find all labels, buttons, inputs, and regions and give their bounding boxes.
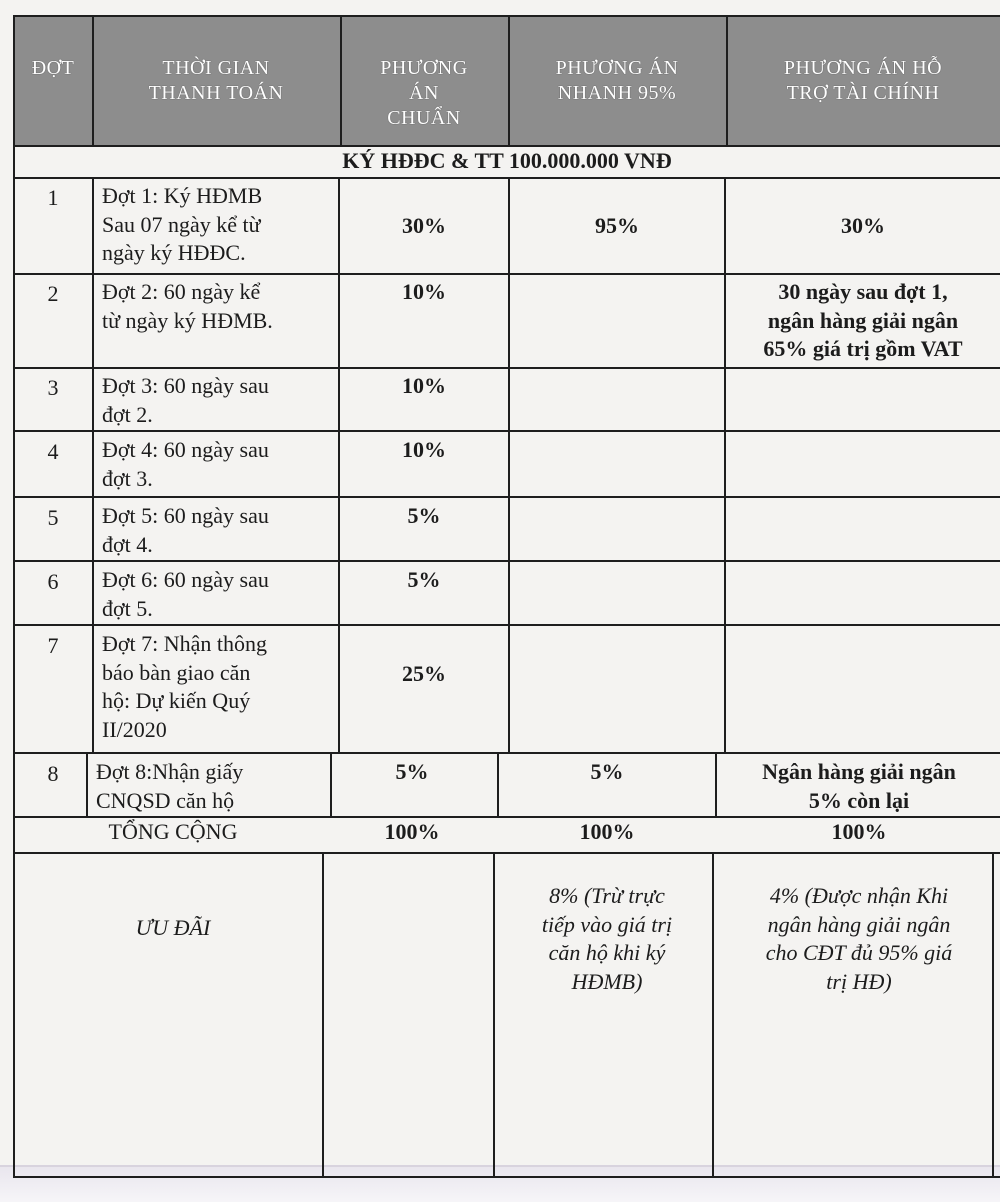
- header-standard: PHƯƠNG ÁN CHUẨN: [340, 16, 508, 146]
- grid-h-bottom: [14, 1176, 1000, 1178]
- grid-h-row1: [14, 273, 1000, 275]
- total-standard: 100%: [384, 819, 440, 844]
- grid-h-row8: [14, 816, 1000, 818]
- grid-v-incentive-4: [992, 852, 994, 1178]
- row-2-standard: 10%: [402, 279, 446, 304]
- grid-v-header-1: [92, 15, 94, 146]
- row-5-no: 5: [47, 505, 59, 530]
- row-6-standard: 5%: [407, 567, 441, 592]
- row-3-standard: 10%: [402, 373, 446, 398]
- row-2-fast: [508, 276, 726, 366]
- row-8-support: Ngân hàng giải ngân 5% còn lại: [762, 759, 956, 813]
- grid-h-row2: [14, 367, 1000, 369]
- deposit-row: KÝ HĐĐC & TT 100.000.000 VNĐ: [342, 147, 672, 173]
- grid-v-incentive-1: [322, 852, 324, 1178]
- header-dot: ĐỢT: [14, 16, 92, 146]
- grid-v-4: [724, 178, 726, 753]
- grid-h-deposit: [14, 177, 1000, 179]
- grid-left: [13, 15, 15, 1178]
- row-6-no: 6: [47, 569, 59, 594]
- row-1-no: 1: [47, 185, 59, 210]
- grid-h-row3: [14, 430, 1000, 432]
- grid-h-header: [14, 145, 1000, 147]
- row-8-standard: 5%: [395, 759, 429, 784]
- grid-h-total: [14, 852, 1000, 854]
- row-3-no: 3: [47, 375, 59, 400]
- incentive-support: 4% (Được nhận Khi ngân hàng giải ngân cho CĐT đủ 95% giá trị HĐ): [765, 883, 953, 994]
- row-2-time: Đợt 2: 60 ngày kể từ ngày ký HĐMB.: [102, 279, 273, 333]
- grid-v-header-2: [340, 15, 342, 146]
- row-7-no: 7: [47, 633, 59, 658]
- row-6-time: Đợt 6: 60 ngày sau đợt 5.: [102, 567, 269, 621]
- row-2-no: 2: [47, 281, 59, 306]
- row-7-time: Đợt 7: Nhận thông báo bàn giao căn hộ: Dự kiến Quý II/2020: [102, 631, 268, 742]
- header-time: THỜI GIAN THANH TOÁN: [92, 16, 340, 146]
- grid-v-row8-2: [330, 753, 332, 817]
- grid-v-header-4: [726, 15, 728, 146]
- header-fast: PHƯƠNG ÁN NHANH 95%: [508, 16, 726, 146]
- row-8-fast: 5%: [590, 759, 624, 784]
- page-edge: [0, 1165, 1000, 1202]
- grid-v-2: [338, 178, 340, 753]
- grid-top: [14, 15, 1000, 17]
- grid-v-header-3: [508, 15, 510, 146]
- grid-v-incentive-3: [712, 852, 714, 1178]
- grid-v-incentive-2: [493, 852, 495, 1178]
- grid-v-3: [508, 178, 510, 753]
- grid-v-row8-1: [86, 753, 88, 817]
- incentive-fast: 8% (Trừ trực tiếp vào giá trị căn hộ khi ký HĐMB): [541, 883, 673, 994]
- header-support: PHƯƠNG ÁN HỖ TRỢ TÀI CHÍNH: [726, 16, 1000, 146]
- total-support: 100%: [831, 819, 887, 844]
- row-8-time: Đợt 8:Nhận giấy CNQSD căn hộ: [96, 759, 244, 813]
- total-label: TỔNG CỘNG: [108, 819, 238, 844]
- row-8-no: 8: [47, 761, 59, 786]
- grid-v-1: [92, 178, 94, 753]
- row-4-time: Đợt 4: 60 ngày sau đợt 3.: [102, 437, 269, 491]
- row-3-time: Đợt 3: 60 ngày sau đợt 2.: [102, 373, 269, 427]
- grid-h-row6: [14, 624, 1000, 626]
- grid-v-row8-4: [715, 753, 717, 817]
- incentive-label: ƯU ĐÃI: [135, 915, 211, 940]
- row-5-standard: 5%: [407, 503, 441, 528]
- row-1-standard: 30%: [402, 213, 446, 238]
- row-1-fast: 95%: [595, 213, 639, 238]
- row-4-standard: 10%: [402, 437, 446, 462]
- row-1-time: Đợt 1: Ký HĐMB Sau 07 ngày kể từ ngày ký HĐĐC.: [102, 183, 263, 266]
- grid-h-row7: [14, 752, 1000, 754]
- row-1-support: 30%: [841, 213, 885, 238]
- row-4-no: 4: [47, 439, 59, 464]
- row-2-support: 30 ngày sau đợt 1, ngân hàng giải ngân 65% giá trị gồm VAT: [763, 279, 963, 362]
- grid-h-row4: [14, 496, 1000, 498]
- grid-v-row8-3: [497, 753, 499, 817]
- total-fast: 100%: [579, 819, 635, 844]
- row-5-time: Đợt 5: 60 ngày sau đợt 4.: [102, 503, 269, 557]
- row-7-standard: 25%: [402, 661, 446, 686]
- grid-h-row5: [14, 560, 1000, 562]
